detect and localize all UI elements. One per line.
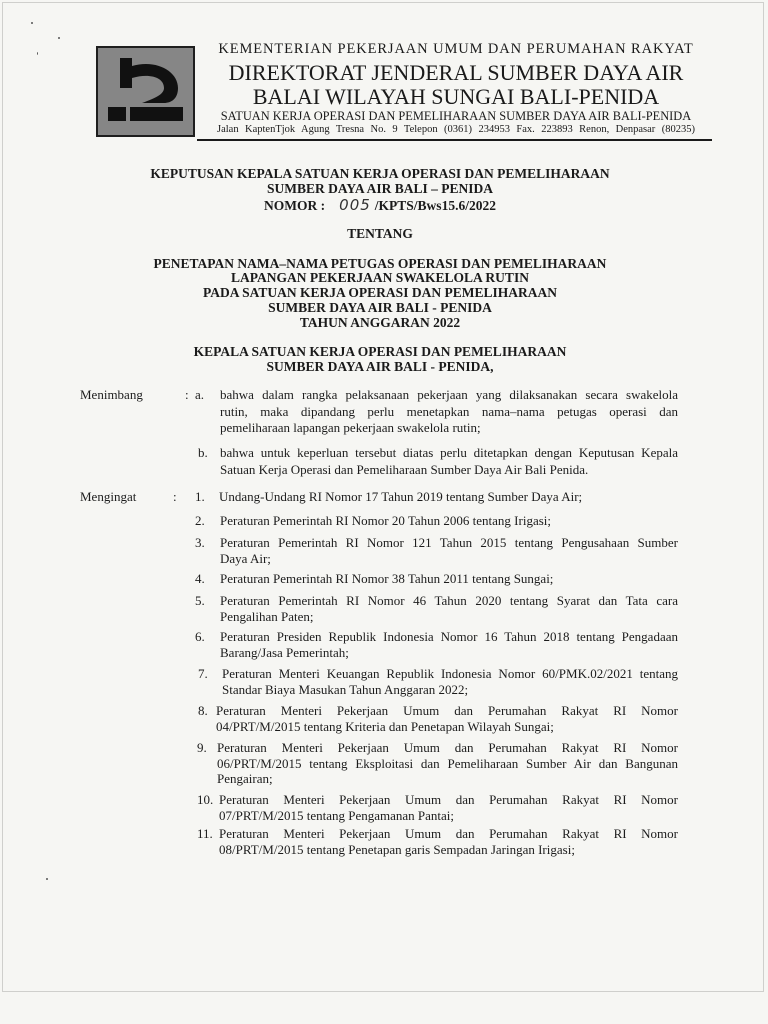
handwritten-number: 005 bbox=[339, 196, 371, 214]
mengingat-marker: 9. bbox=[197, 740, 207, 755]
text-line: 04/PRT/M/2015 tentang Kriteria dan Penetapan Wilayah Sungai; bbox=[216, 718, 554, 734]
text-line: Barang/Jasa Pemerintah; bbox=[220, 644, 349, 660]
ministry-logo bbox=[96, 46, 195, 137]
mengingat-item bbox=[220, 513, 678, 529]
menimbang-marker: a. bbox=[195, 387, 205, 402]
decree-number bbox=[0, 197, 760, 214]
mengingat-item bbox=[217, 740, 678, 787]
scan-speck bbox=[31, 22, 33, 24]
mengingat-item bbox=[220, 629, 678, 660]
text-line: bahwa dalam rangka pelaksanaan pekerjaan yang dilaksanakan secara swakelola bbox=[220, 387, 678, 402]
ministry-name: KEMENTERIAN PEKERJAAN UMUM DAN PERUMAHAN RAKYAT bbox=[218, 41, 694, 57]
mengingat-item bbox=[219, 489, 678, 505]
text-line: Peraturan Menteri Pekerjaan Umum dan Perumahan Rakyat RI Nomor bbox=[216, 703, 678, 718]
mengingat-item bbox=[222, 666, 678, 697]
authority-line: SUMBER DAYA AIR BALI - PENIDA, bbox=[266, 359, 494, 374]
unit-name: SATUAN KERJA OPERASI DAN PEMELIHARAAN SUMBER DAYA AIR BALI-PENIDA bbox=[220, 109, 692, 123]
decree-number-suffix: /KPTS/Bws15.6/2022 bbox=[374, 198, 496, 213]
menimbang-item bbox=[220, 387, 678, 437]
scan-speck bbox=[37, 52, 38, 55]
authority-line: KEPALA SATUAN KERJA OPERASI DAN PEMELIHARAAN bbox=[193, 344, 567, 359]
mengingat-marker: 8. bbox=[198, 703, 208, 718]
text-line: Daya Air; bbox=[220, 550, 271, 566]
menimbang-marker: b. bbox=[198, 445, 208, 460]
menimbang-label: Menimbang bbox=[80, 387, 143, 402]
mengingat-item bbox=[220, 593, 678, 624]
mengingat-marker: 10. bbox=[197, 792, 214, 807]
office-address: Jalan KaptenTjok Agung Tresna No. 9 Telepon (0361) 234953 Fax. 223893 Renon, Denpasar (80235) bbox=[217, 124, 695, 135]
decree-title-line: KEPUTUSAN KEPALA SATUAN KERJA OPERASI DAN PEMELIHARAAN bbox=[150, 166, 610, 181]
text-line: 06/PRT/M/2015 tentang Eksploitasi dan Pemeliharaan Sumber Air dan Bangunan bbox=[217, 755, 678, 771]
text-line: Peraturan Pemerintah RI Nomor 20 Tahun 2006 tentang Irigasi; bbox=[220, 513, 551, 528]
text-line: Peraturan Pemerintah RI Nomor 38 Tahun 2011 tentang Sungai; bbox=[220, 571, 554, 586]
letterhead-rule bbox=[197, 139, 712, 141]
text-line: Standar Biaya Masukan Tahun Anggaran 2022; bbox=[222, 681, 469, 697]
scan-speck bbox=[58, 37, 60, 39]
mengingat-marker: 1. bbox=[195, 489, 205, 504]
subject-line: LAPANGAN PEKERJAAN SWAKELOLA RUTIN bbox=[231, 270, 529, 285]
subject-line: PADA SATUAN KERJA OPERASI DAN PEMELIHARAAN bbox=[203, 285, 557, 300]
mengingat-marker: 2. bbox=[195, 513, 205, 528]
text-line: 07/PRT/M/2015 tentang Pengamanan Pantai; bbox=[219, 807, 454, 823]
text-line: Peraturan Menteri Pekerjaan Umum dan Perumahan Rakyat RI Nomor bbox=[219, 792, 678, 807]
mengingat-colon: : bbox=[173, 489, 177, 504]
text-line: Peraturan Menteri Pekerjaan Umum dan Perumahan Rakyat RI Nomor bbox=[219, 826, 678, 841]
menimbang-item bbox=[220, 445, 678, 478]
mengingat-marker: 11. bbox=[197, 826, 213, 841]
mengingat-marker: 3. bbox=[195, 535, 205, 550]
mengingat-item bbox=[219, 826, 678, 857]
text-line: Peraturan Menteri Pekerjaan Umum dan Perumahan Rakyat RI Nomor bbox=[217, 740, 678, 755]
subject-line: TAHUN ANGGARAN 2022 bbox=[299, 315, 461, 330]
mengingat-item bbox=[219, 792, 678, 823]
subject-line: SUMBER DAYA AIR BALI - PENIDA bbox=[268, 300, 492, 315]
mengingat-marker: 5. bbox=[195, 593, 205, 608]
text-line: Peraturan Pemerintah RI Nomor 46 Tahun 2020 tentang Syarat dan Tata cara bbox=[220, 593, 678, 608]
text-line: Peraturan Menteri Keuangan Republik Indonesia Nomor 60/PMK.02/2021 tentang bbox=[222, 666, 678, 681]
mengingat-item bbox=[216, 703, 678, 734]
menimbang-colon: : bbox=[185, 387, 189, 402]
text-line: Peraturan Pemerintah RI Nomor 121 Tahun 2015 tentang Pengusahaan Sumber bbox=[220, 535, 678, 550]
decree-number-label: NOMOR : bbox=[264, 198, 326, 213]
text-line: Undang-Undang RI Nomor 17 Tahun 2019 tentang Sumber Daya Air; bbox=[219, 489, 583, 504]
text-line: Satuan Kerja Operasi dan Pemeliharaan Sumber Daya Air Bali Penida. bbox=[220, 461, 589, 477]
mengingat-marker: 7. bbox=[198, 666, 208, 681]
text-line: Peraturan Presiden Republik Indonesia Nomor 16 Tahun 2018 tentang Pengadaan bbox=[220, 629, 678, 644]
text-line: pemeliharaan lapangan pekerjaan swakelola rutin; bbox=[220, 420, 481, 435]
mengingat-marker: 4. bbox=[195, 571, 205, 586]
text-line: 08/PRT/M/2015 tentang Penetapan garis Sempadan Jaringan Irigasi; bbox=[219, 841, 575, 857]
text-line: Pengairan; bbox=[217, 771, 273, 786]
office-name: BALAI WILAYAH SUNGAI BALI-PENIDA bbox=[252, 84, 660, 109]
mengingat-marker: 6. bbox=[195, 629, 205, 644]
mengingat-item bbox=[220, 571, 678, 587]
text-line: rutin, maka dipandang perlu menetapkan nama–nama petugas operasi dan bbox=[220, 403, 678, 419]
tentang-heading: TENTANG bbox=[347, 226, 413, 241]
subject-line: PENETAPAN NAMA–NAMA PETUGAS OPERASI DAN PEMELIHARAAN bbox=[153, 256, 607, 271]
text-line: bahwa untuk keperluan tersebut diatas perlu ditetapkan dengan Keputusan Kepala bbox=[220, 445, 678, 460]
text-line: Pengalihan Paten; bbox=[220, 608, 314, 624]
decree-title-line: SUMBER DAYA AIR BALI – PENIDA bbox=[267, 181, 493, 196]
directorate-name: DIREKTORAT JENDERAL SUMBER DAYA AIR bbox=[228, 60, 684, 85]
mengingat-label: Mengingat bbox=[80, 489, 137, 504]
mengingat-item bbox=[220, 535, 678, 566]
scan-speck bbox=[46, 878, 48, 880]
